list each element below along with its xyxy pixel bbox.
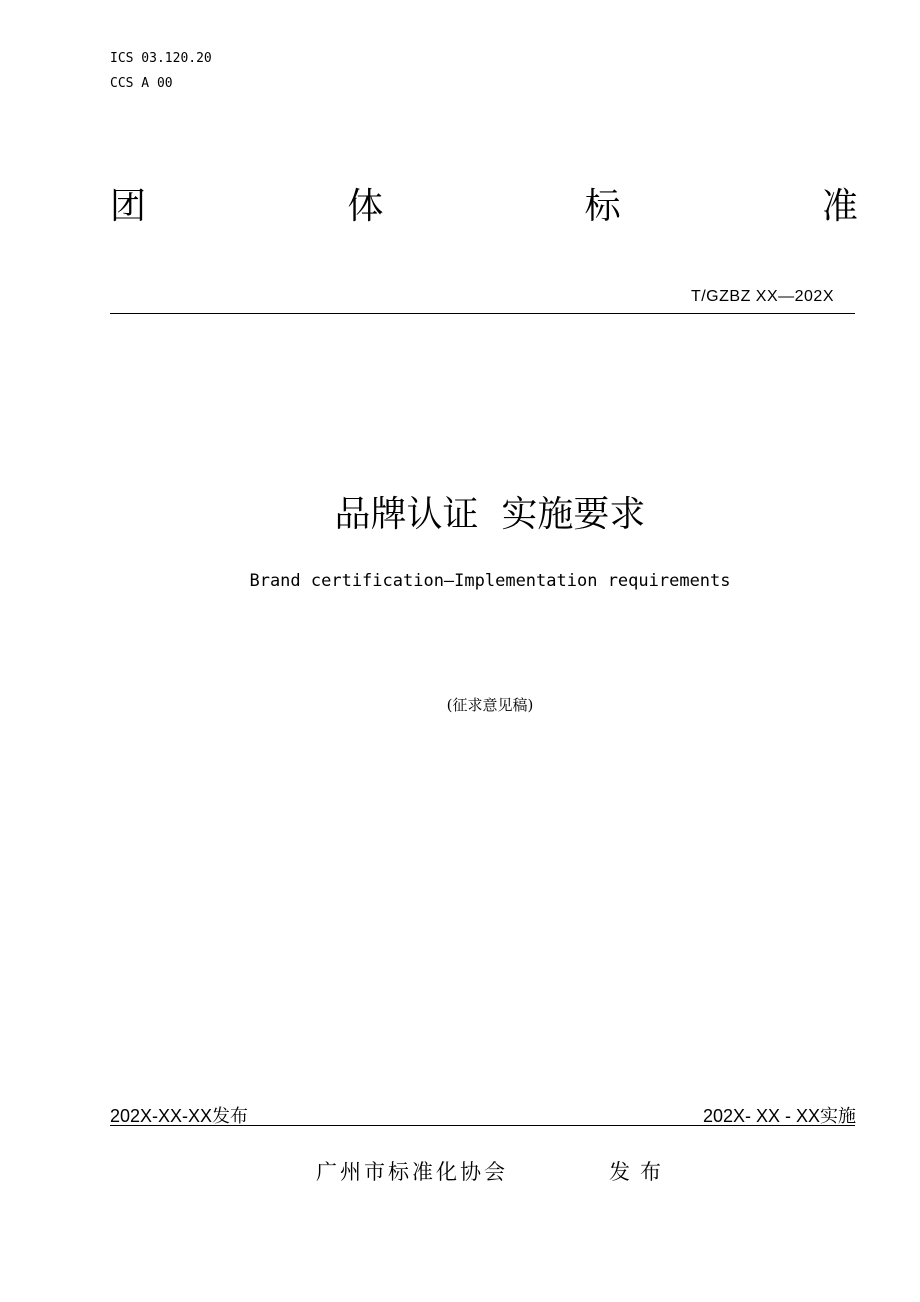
top-divider: [110, 313, 855, 314]
bottom-divider: [110, 1125, 855, 1126]
ccs-code: CCS A 00: [110, 76, 173, 91]
standard-type-char: 团: [110, 185, 147, 227]
standard-type-char: 体: [347, 185, 384, 227]
standard-code: T/GZBZ XX—202X: [690, 288, 834, 305]
standard-type-char: 准: [821, 185, 858, 227]
implement-date: 202X- XX - XX实施: [702, 1106, 856, 1126]
document-title: 品牌认证 实施要求: [334, 494, 646, 535]
ics-code: ICS 03.120.20: [110, 51, 212, 66]
document-title-english: Brand certification—Implementation requirements: [249, 571, 731, 591]
publish-date: 202X-XX-XX发布: [110, 1106, 249, 1126]
publisher-name: 广州市标准化协会: [316, 1160, 508, 1184]
standard-type-heading: [110, 178, 858, 228]
draft-note: (征求意见稿): [446, 696, 534, 714]
classification-codes: [110, 46, 212, 96]
standard-type-char: 标: [584, 185, 621, 227]
publish-label: 发布: [609, 1160, 671, 1184]
